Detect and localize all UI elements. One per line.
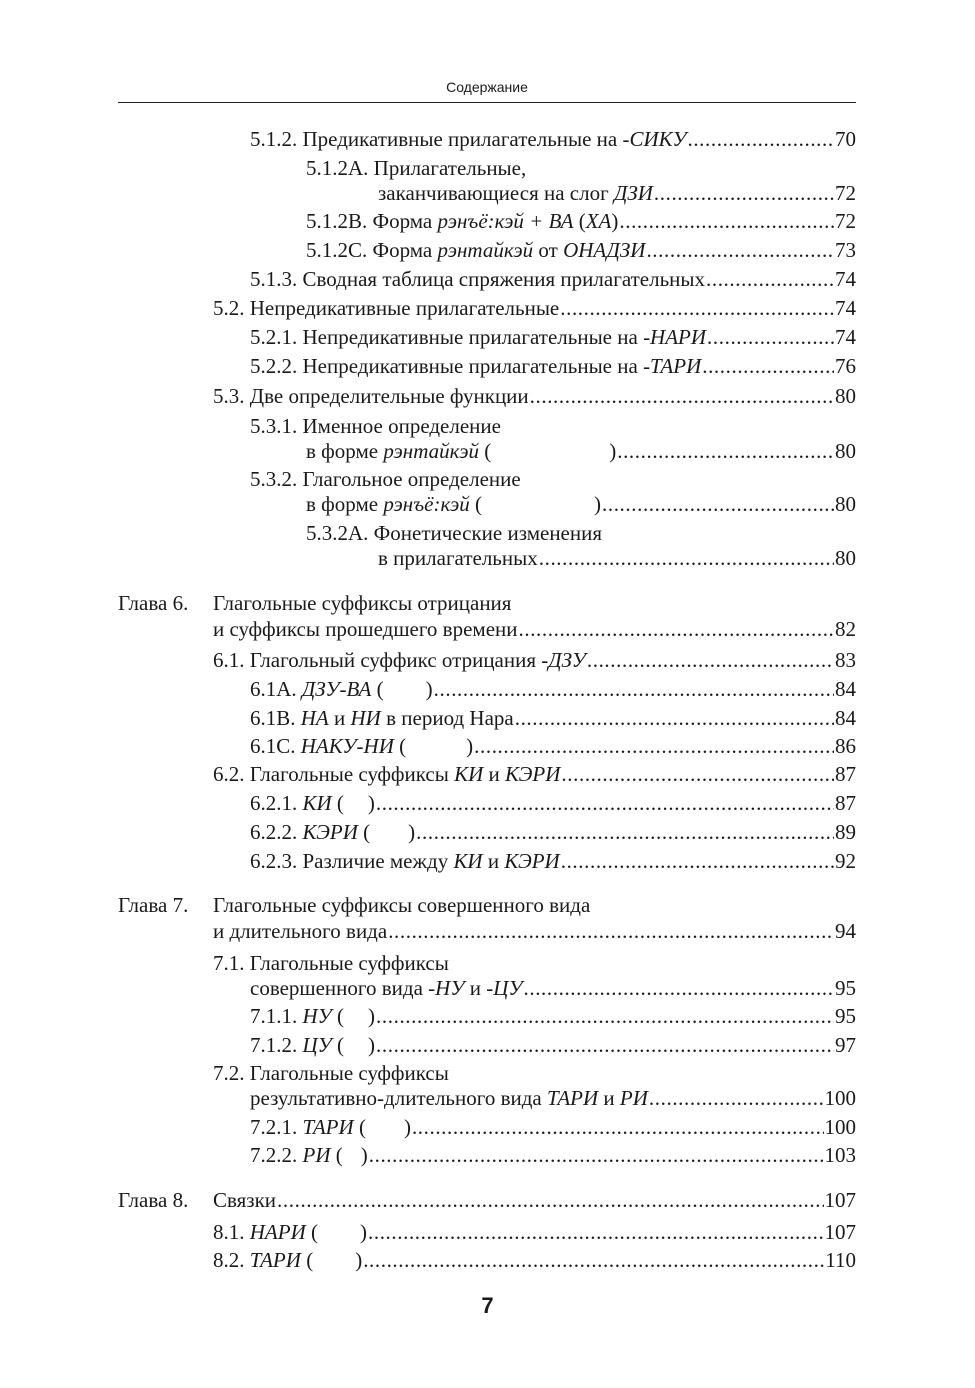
- toc-entry-chapter-8[interactable]: Связки ..... 107: [213, 1187, 856, 1213]
- leader-dots: [530, 383, 834, 409]
- leader-dots: [707, 324, 834, 350]
- leader-dots: [619, 208, 834, 234]
- leader-dots: [388, 918, 834, 944]
- page-number: 73: [835, 238, 856, 262]
- page-number: 82: [835, 617, 856, 641]
- leader-dots: [277, 1187, 823, 1213]
- toc-entry-8-1[interactable]: 8.1. НАРИ ( ) ..... 107: [213, 1219, 856, 1245]
- toc-entry-7-2-2[interactable]: 7.2.2. РИ ( ) ..... 103: [250, 1142, 856, 1168]
- page-number: 74: [835, 267, 856, 291]
- page-number: 100: [824, 1086, 856, 1110]
- toc-entry-5-1-2[interactable]: 5.1.2. Предикативные прилагательные на -СИКУ ..... 70: [250, 126, 856, 152]
- page-number: 97: [835, 1033, 856, 1057]
- page-number: 70: [835, 127, 856, 151]
- toc-entry-6-2[interactable]: 6.2. Глагольные суффиксы КИ и КЭРИ ..... 87: [213, 761, 856, 787]
- toc-entry-7-1[interactable]: совершенного вида -НУ и -ЦУ ..... 95: [250, 975, 856, 1001]
- leader-dots: [412, 1114, 824, 1140]
- toc-entry-7-2-1[interactable]: 7.2.1. ТАРИ ( ) ..... 100: [250, 1114, 856, 1140]
- toc-entry-5-1-2b[interactable]: 5.1.2B. Форма рэнъё:кэй + ВА (ХА) ..... 72: [306, 208, 856, 234]
- header-rule: [118, 102, 856, 103]
- leader-dots: [524, 975, 835, 1001]
- page-number: 107: [824, 1188, 856, 1212]
- toc-entry-chapter-6[interactable]: и суффиксы прошедшего времени ..... 82: [213, 616, 856, 642]
- toc-entry-6-2-1[interactable]: 6.2.1. КИ ( ) ..... 87: [250, 790, 856, 816]
- leader-dots: [369, 1142, 824, 1168]
- leader-dots: [376, 1032, 834, 1058]
- page-number: 80: [835, 384, 856, 408]
- leader-dots: [515, 705, 834, 731]
- leader-dots: [649, 1085, 824, 1111]
- leader-dots: [363, 1247, 824, 1273]
- leader-dots: [687, 126, 834, 152]
- toc-entry-7-2[interactable]: результативно-длительного вида ТАРИ и РИ ..... 100: [250, 1085, 856, 1111]
- page-number: 84: [835, 706, 856, 730]
- toc-entry-6-1a[interactable]: 6.1A. ДЗУ-ВА ( ) ..... 84: [250, 676, 856, 702]
- page-number: 80: [835, 546, 856, 570]
- toc-entry-5-2[interactable]: 5.2. Непредикативные прилагательные ..... 74: [213, 295, 856, 321]
- page-number: 95: [835, 1004, 856, 1028]
- leader-dots: [654, 180, 834, 206]
- leader-dots: [617, 438, 834, 464]
- toc-entry-5-1-3[interactable]: 5.1.3. Сводная таблица спряжения прилагательных ..... 74: [250, 266, 856, 292]
- page-number: 72: [835, 181, 856, 205]
- leader-dots: [702, 353, 834, 379]
- leader-dots: [646, 237, 834, 263]
- leader-dots: [474, 733, 834, 759]
- toc-entry-8-2[interactable]: 8.2. ТАРИ ( ) ..... 110: [213, 1247, 856, 1273]
- leader-dots: [376, 790, 834, 816]
- toc-entry-6-1[interactable]: 6.1. Глагольный суффикс отрицания -ДЗУ ..... 83: [213, 647, 856, 673]
- page-number: 87: [835, 791, 856, 815]
- page-number: 87: [835, 762, 856, 786]
- leader-dots: [368, 1219, 824, 1245]
- leader-dots: [706, 266, 834, 292]
- toc-entry-6-2-2[interactable]: 6.2.2. КЭРИ ( ) ..... 89: [250, 819, 856, 845]
- leader-dots: [561, 761, 834, 787]
- toc-entry-5-2-1[interactable]: 5.2.1. Непредикативные прилагательные на -НАРИ ..... 74: [250, 324, 856, 350]
- toc-entry-7-1-1[interactable]: 7.1.1. НУ ( ) ..... 95: [250, 1003, 856, 1029]
- toc-entry-5-3-2[interactable]: в форме рэнъё:кэй ( ) ..... 80: [306, 491, 856, 517]
- leader-dots: [539, 545, 834, 571]
- toc-entry-7-1-2[interactable]: 7.1.2. ЦУ ( ) ..... 97: [250, 1032, 856, 1058]
- chapter-6-title-line1[interactable]: Глагольные суффиксы отрицания: [213, 591, 512, 615]
- chapter-7-title-line1[interactable]: Глагольные суффиксы совершенного вида: [213, 893, 591, 917]
- toc-entry-5-2-2[interactable]: 5.2.2. Непредикативные прилагательные на -ТАРИ ..... 76: [250, 353, 856, 379]
- leader-dots: [434, 676, 834, 702]
- leader-dots: [416, 819, 834, 845]
- toc-entry-7-1-line1[interactable]: 7.1. Глагольные суффиксы: [213, 951, 449, 975]
- page-number: 76: [835, 354, 856, 378]
- leader-dots: [587, 647, 834, 673]
- page-number: 83: [835, 648, 856, 672]
- leader-dots: [561, 848, 834, 874]
- page-number: 110: [825, 1248, 856, 1272]
- toc-entry-5-1-2a-line1[interactable]: 5.1.2A. Прилагательные,: [306, 156, 527, 180]
- page-number: 74: [835, 325, 856, 349]
- running-header: Содержание: [446, 79, 528, 95]
- page-number: 94: [835, 919, 856, 943]
- toc-entry-5-3-2-line1[interactable]: 5.3.2. Глагольное определение: [250, 467, 521, 491]
- chapter-7-label: Глава 7.: [118, 893, 189, 917]
- page-number: 86: [835, 734, 856, 758]
- toc-entry-chapter-7[interactable]: и длительного вида ..... 94: [213, 918, 856, 944]
- page-number: 80: [835, 492, 856, 516]
- toc-entry-5-3-1-line1[interactable]: 5.3.1. Именное определение: [250, 414, 501, 438]
- page-number: 100: [824, 1115, 856, 1139]
- page-number: 92: [835, 849, 856, 873]
- chapter-8-label: Глава 8.: [118, 1188, 189, 1212]
- toc-entry-5-3-2a-line1[interactable]: 5.3.2A. Фонетические изменения: [306, 521, 603, 545]
- page-number: 95: [835, 976, 856, 1000]
- toc-entry-6-2-3[interactable]: 6.2.3. Различие между КИ и КЭРИ ..... 92: [250, 848, 856, 874]
- page-number: 84: [835, 677, 856, 701]
- leader-dots: [560, 295, 834, 321]
- page-folio: 7: [481, 1293, 494, 1318]
- toc-entry-5-3-2a[interactable]: в прилагательных ..... 80: [378, 545, 856, 571]
- leader-dots: [519, 616, 835, 642]
- chapter-6-label: Глава 6.: [118, 591, 189, 615]
- toc-entry-6-1b[interactable]: 6.1B. НА и НИ в период Нара ..... 84: [250, 705, 856, 731]
- toc-entry-5-1-2a[interactable]: заканчивающиеся на слог ДЗИ ..... 72: [378, 180, 856, 206]
- leader-dots: [376, 1003, 834, 1029]
- leader-dots: [602, 491, 834, 517]
- toc-entry-7-2-line1[interactable]: 7.2. Глагольные суффиксы: [213, 1061, 449, 1085]
- toc-entry-5-1-2c[interactable]: 5.1.2C. Форма рэнтайкэй от ОНАДЗИ ..... 73: [306, 237, 856, 263]
- page-number: 80: [835, 439, 856, 463]
- toc-entry-5-3[interactable]: 5.3. Две определительные функции ..... 80: [213, 383, 856, 409]
- page-number: 107: [824, 1220, 856, 1244]
- page-number: 72: [835, 209, 856, 233]
- toc-entry-6-1c[interactable]: 6.1C. НАКУ-НИ ( ) ..... 86: [250, 733, 856, 759]
- page-number: 74: [835, 296, 856, 320]
- toc-entry-5-3-1[interactable]: в форме рэнтайкэй ( ) ..... 80: [306, 438, 856, 464]
- page-number: 103: [824, 1143, 856, 1167]
- page-number: 89: [835, 820, 856, 844]
